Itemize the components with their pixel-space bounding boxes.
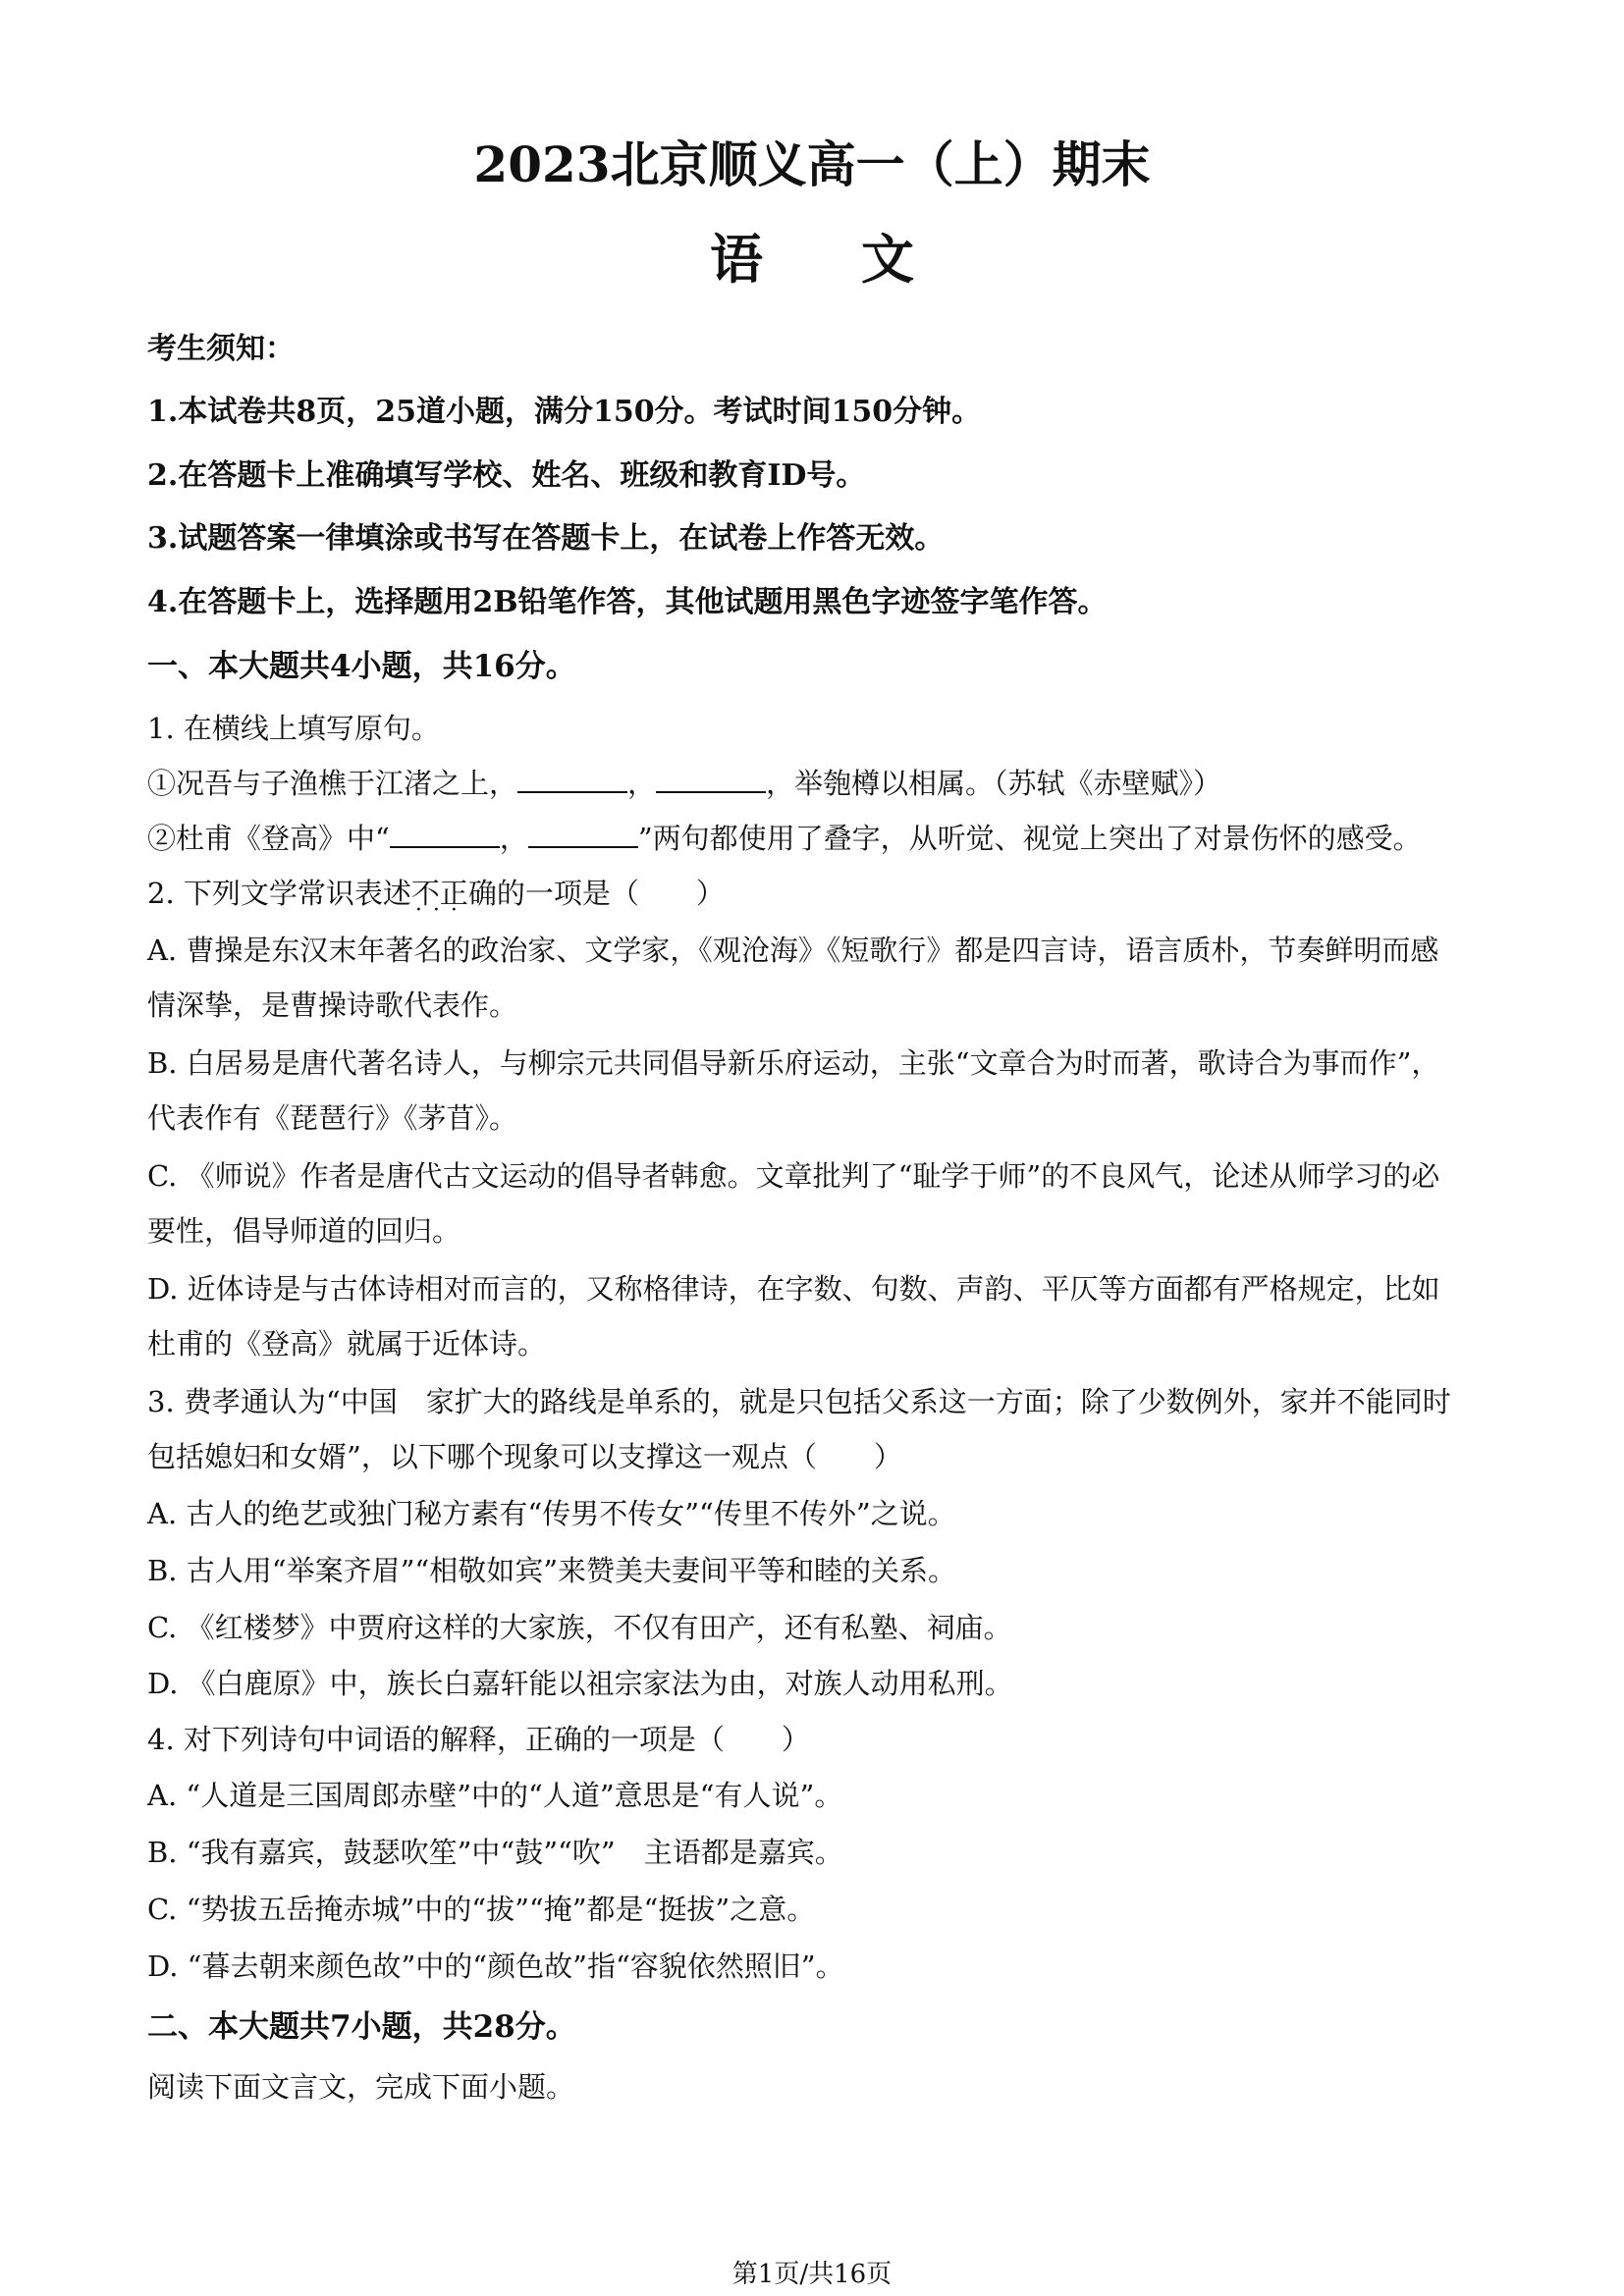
section2-heading: 二、本大题共7小题，共28分。 (147, 2009, 576, 2045)
q1-a-pre: ①况吾与子渔樵于江渚之上， (147, 767, 518, 800)
q2-stem-emphasis: 不正确 · · · (411, 877, 497, 910)
q3-option-b: B. 古人用“举案齐眉”“相敬如宾”来赞美夫妻间平等和睦的关系。 (147, 1554, 957, 1587)
answer-blank[interactable] (517, 770, 627, 793)
q1-a-post: ，举匏樽以相属。（苏轼《赤壁赋》） (766, 767, 1222, 800)
q2-option-c-line2: 要性，倡导师道的回归。 (147, 1214, 461, 1248)
q3-option-c: C. 《红楼梦》中贾府这样的大家族，不仅有田产，还有私塾、祠庙。 (147, 1611, 1012, 1644)
q3-option-a: A. 古人的绝艺或独门秘方素有“传男不传女”“传里不传外”之说。 (147, 1497, 956, 1530)
section1-heading: 一、本大题共4小题，共16分。 (147, 649, 576, 684)
q2-option-a-line2: 情深挚，是曹操诗歌代表作。 (147, 988, 518, 1022)
q1-b-mid: ， (499, 822, 528, 855)
answer-blank[interactable] (656, 770, 766, 793)
subject-title: 语文 (710, 228, 1012, 291)
q2-stem (147, 872, 725, 912)
q2-option-b-line2: 代表作有《琵琶行》《茅苜》。 (147, 1101, 518, 1135)
notice-item-1: 1.本试卷共8页，25道小题，满分150分。考试时间150分钟。 (147, 395, 982, 429)
notice-item-4: 4.在答题卡上，选择题用2B铅笔作答，其他试题用黑色字迹签字笔作答。 (147, 585, 1108, 619)
q1-line-b (147, 817, 1422, 857)
q2-option-c-line1: C. 《师说》作者是唐代古文运动的倡导者韩愈。文章批判了“耻学于师”的不良风气，论述从师学习的必 (147, 1159, 1440, 1193)
notice-item-2: 2.在答题卡上准确填写学校、姓名、班级和教育ID号。 (147, 458, 866, 493)
q1-b-post: ”两句都使用了叠字，从听觉、视觉上突出了对景伤怀的感受。 (637, 822, 1422, 855)
q4-option-c: C. “势拔五岳掩赤城”中的“拔”“掩”都是“挺拔”之意。 (147, 1893, 816, 1926)
q2-option-d-line2: 杜甫的《登高》就属于近体诗。 (147, 1327, 547, 1361)
q2-option-d-line1: D. 近体诗是与古体诗相对而言的，又称格律诗，在字数、句数、声韵、平仄等方面都有严格规定，比如 (147, 1272, 1440, 1306)
q3-option-d: D. 《白鹿原》中，族长白嘉轩能以祖宗家法为由，对族人动用私刑。 (147, 1667, 1013, 1700)
notice-heading: 考生须知： (147, 332, 295, 366)
answer-blank[interactable] (528, 825, 638, 848)
q3-stem-line1: 3. 费孝通认为“中国 家扩大的路线是单系的，就是只包括父系这一方面；除了少数例外，家并不能同时 (147, 1385, 1451, 1418)
q2-option-b-line1: B. 白居易是唐代著名诗人，与柳宗元共同倡导新乐府运动，主张“文章合为时而著，歌诗合为事而作”， (147, 1046, 1440, 1080)
q4-option-a: A. “人道是三国周郎赤壁”中的“人道”意思是“有人说”。 (147, 1779, 843, 1812)
q4-option-d: D. “暮去朝来颜色故”中的“颜色故”指“容貌依然照旧”。 (147, 1949, 844, 1983)
q1-stem: 1. 在横线上填写原句。 (147, 712, 440, 745)
section2-intro: 阅读下面文言文，完成下面小题。 (147, 2070, 575, 2104)
q2-option-a-line1: A. 曹操是东汉末年著名的政治家、文学家，《观沧海》《短歌行》都是四言诗，语言质朴，节奏鲜明而感 (147, 934, 1439, 967)
q3-stem-line2: 包括媳妇和女婿”，以下哪个现象可以支撑这一观点（ ） (147, 1440, 902, 1473)
q1-b-pre: ②杜甫《登高》中“ (147, 822, 390, 855)
q2-stem-pre: 2. 下列文学常识表述 (147, 877, 411, 910)
page-title: 2023北京顺义高一（上）期末 (473, 135, 1151, 193)
notice-item-3: 3.试题答案一律填涂或书写在答题卡上，在试卷上作答无效。 (147, 521, 945, 556)
q2-stem-post: 的一项是（ ） (496, 877, 725, 910)
q1-a-mid: ， (627, 767, 657, 800)
q4-stem: 4. 对下列诗句中词语的解释，正确的一项是（ ） (147, 1723, 810, 1756)
q4-option-b: B. “我有嘉宾，鼓瑟吹笙”中“鼓”“吹” 主语都是嘉宾。 (147, 1836, 843, 1869)
page-number: 第1页/共16页 (731, 2260, 893, 2289)
q1-line-a (147, 762, 1221, 802)
answer-blank[interactable] (390, 825, 500, 848)
